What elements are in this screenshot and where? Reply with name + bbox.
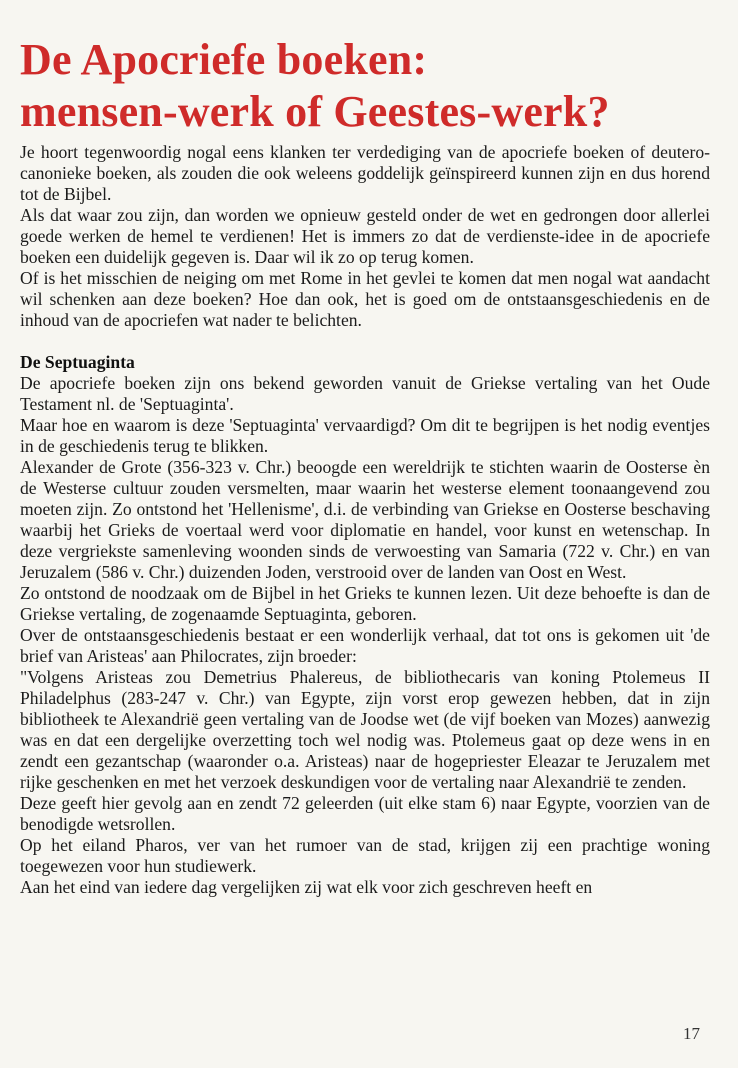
section-paragraph: De apocriefe boeken zijn ons bekend geworden vanuit de Griekse vertaling van het Oude Testament nl. de 'Septuaginta'.: [20, 373, 710, 414]
section-heading: De Septuaginta: [20, 352, 135, 372]
section-paragraph: "Volgens Aristeas zou Demetrius Phalereus, de bibliothecaris van koning Ptolemeus II Philadelphus (283-247 v. Chr.) van Egypte, zijn vorst erop gewezen hebben, dat in zijn bibliotheek te Alexandrië geen vertaling van de Joodse wet (de vijf boeken van Mozes) aanwezig was en dat een dergelijke overzetting toch wel nodig was. Ptolemeus gaat op deze wens in en zendt een gezantschap (waaronder o.a. Aristeas) naar de hogepriester Eleazar te Jeruzalem met rijke geschenken en met het verzoek deskundigen voor de vertaling naar Alexandrië te zenden.: [20, 667, 710, 792]
article-body: [20, 142, 710, 898]
intro-paragraph: Je hoort tegenwoordig nogal eens klanken ter verdediging van de apocriefe boeken of deutero-canonieke boeken, als zouden die ook weleens goddelijk geïnspireerd kunnen zijn en dus horend tot de Bijbel.: [20, 142, 710, 204]
intro-paragraph: Als dat waar zou zijn, dan worden we opnieuw gesteld onder de wet en gedrongen door allerlei goede werken de hemel te verdienen! Het is immers zo dat de verdienste-idee in de apocriefe boeken een duidelijk gegeven is. Daar wil ik zo op terug komen.: [20, 205, 710, 267]
intro-paragraph: Of is het misschien de neiging om met Rome in het gevlei te komen dat men nogal wat aandacht wil schenken aan deze boeken? Hoe dan ook, het is goed om de ontstaansgeschiedenis en de inhoud van de apocriefen wat nader te belichten.: [20, 268, 710, 330]
title-line-1: De Apocriefe boeken:: [20, 35, 428, 84]
section-paragraph: Alexander de Grote (356-323 v. Chr.) beoogde een wereldrijk te stichten waarin de Oosterse èn de Westerse cultuur zouden versmelten, maar waarin het westerse element toonaangevend zou moeten zijn. Zo ontstond het 'Hellenisme', d.i. de verbinding van Griekse en Oosterse beschaving waarbij het Grieks de voertaal werd voor diplomatie en handel, voor kunst en wetenschap. In deze vergriekste samenleving woonden sinds de verwoesting van Samaria (722 v. Chr.) en van Jeruzalem (586 v. Chr.) duizenden Joden, verstrooid over de landen van Oost en West.: [20, 457, 710, 582]
section-paragraph: Zo ontstond de noodzaak om de Bijbel in het Grieks te kunnen lezen. Uit deze behoefte is dan de Griekse vertaling, de zogenaamde Septuaginta, geboren.: [20, 583, 710, 624]
section-paragraph: Op het eiland Pharos, ver van het rumoer van de stad, krijgen zij een prachtige woning toegewezen voor hun studiewerk.: [20, 835, 710, 876]
page-number: 17: [683, 1024, 700, 1043]
section-paragraph: Maar hoe en waarom is deze 'Septuaginta' vervaardigd? Om dit te begrijpen is het nodig eventjes in de geschiedenis terug te blikken.: [20, 415, 710, 456]
title-line-2: mensen-werk of Geestes-werk?: [20, 87, 610, 136]
section-paragraph: Aan het eind van iedere dag vergelijken zij wat elk voor zich geschreven heeft en: [20, 877, 593, 897]
page-title: [20, 34, 610, 138]
section-paragraph: Over de ontstaansgeschiedenis bestaat er een wonderlijk verhaal, dat tot ons is gekomen uit 'de brief van Aristeas' aan Philocrates, zijn broeder:: [20, 625, 710, 666]
section-paragraph: Deze geeft hier gevolg aan en zendt 72 geleerden (uit elke stam 6) naar Egypte, voorzien van de benodigde wetsrollen.: [20, 793, 710, 834]
